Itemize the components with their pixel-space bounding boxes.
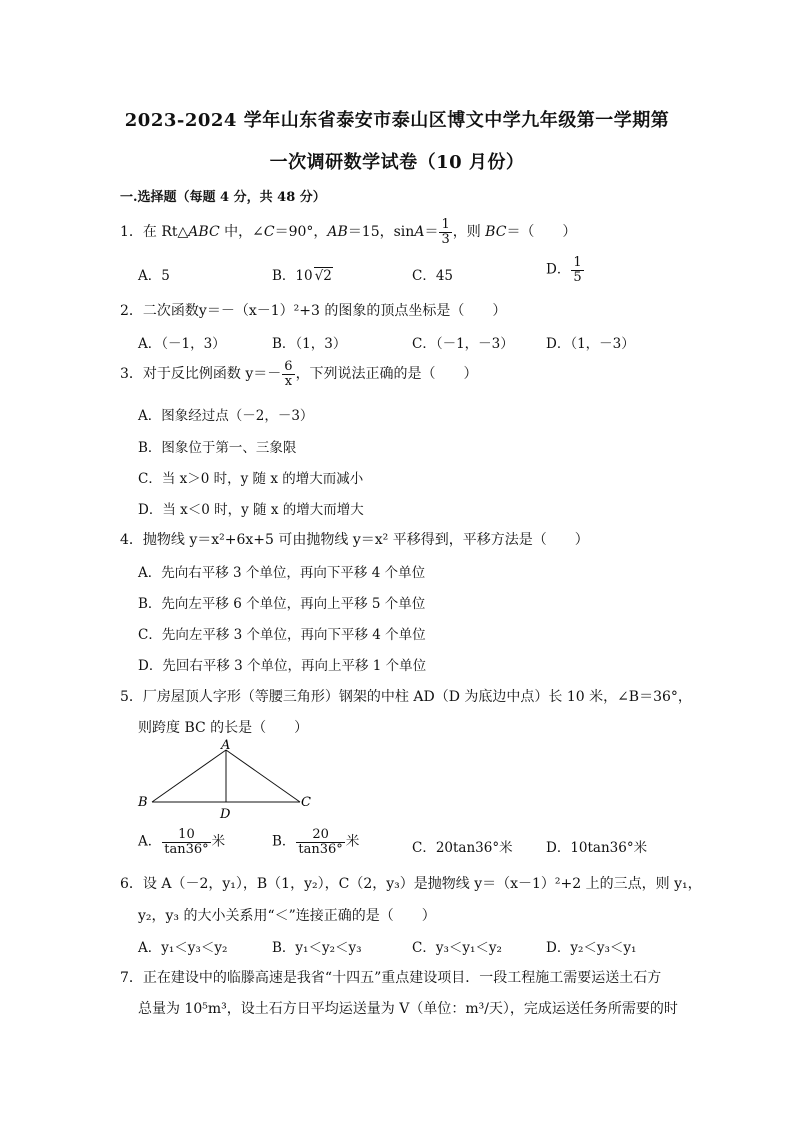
question-4-stem: 4．抛物线 y＝x²+6x+5 可由抛物线 y＝x² 平移得到，平移方法是（ ） <box>120 532 589 548</box>
question-2-stem: 2．二次函数y＝－（x－1）²+3 的图象的顶点坐标是（ ） <box>120 303 507 319</box>
section-heading: 一.选择题（每题 4 分，共 48 分） <box>120 190 326 205</box>
vertex-label-d: D <box>220 807 231 822</box>
q6-option-a: A．y₁＜y₃＜y₂ <box>138 940 228 956</box>
exam-title-line-2: 一次调研数学试卷（10 月份） <box>269 152 525 173</box>
question-7-stem-line-1: 7．正在建设中的临滕高速是我省“十四五”重点建设项目．一段工程施工需要运送土石方 <box>120 970 662 986</box>
q5-option-b: B． $\frac{20}{\tan 36^\circ}$ 米 <box>272 827 360 857</box>
q1-option-a: A．5 <box>138 268 170 284</box>
question-1-stem: 1．在 Rt△ABC 中，∠C＝90°，AB＝15，sinA＝ $\frac{1}{3}$ ，则 BC＝（ ） <box>120 217 577 247</box>
fraction-6-over-x: $\frac{6}{x}$ <box>284 359 293 389</box>
triangle-figure <box>130 738 330 822</box>
q2-option-a: A．（－1，3） <box>138 336 226 352</box>
fraction-one-third: $\frac{1}{3}$ <box>441 217 450 247</box>
q6-option-d: D．y₂＜y₃＜y₁ <box>546 940 637 956</box>
q4-option-d: D．先回右平移 3 个单位，再向上平移 1 个单位 <box>138 658 427 674</box>
question-6-stem-line-1: 6．设 A（－2，y₁），B（1，y₂），C（2，y₃）是抛物线 y＝（x－1）²+2 上的三点，则 y₁， <box>120 876 702 892</box>
q3-option-d: D．当 x＜0 时，y 随 x 的增大而增大 <box>138 502 364 518</box>
question-7-stem-line-2: 总量为 10⁵m³，设土石方日平均运送量为 V（单位：m³/天），完成运送任务所需要的时 <box>138 1001 678 1017</box>
q6-option-b: B．y₁＜y₂＜y₃ <box>272 940 362 956</box>
question-6-stem-line-2: y₂，y₃ 的大小关系用“＜”连接正确的是（ ） <box>138 908 436 924</box>
q1-option-c: C．45 <box>412 268 454 284</box>
q4-option-b: B．先向左平移 6 个单位，再向上平移 5 个单位 <box>138 596 426 612</box>
q4-option-c: C．先向左平移 3 个单位，再向下平移 4 个单位 <box>138 627 426 643</box>
q2-option-c: C．（－1，－3） <box>412 336 514 352</box>
vertex-label-c: C <box>301 795 311 810</box>
side-ab <box>152 750 226 802</box>
q6-option-c: C．y₃＜y₁＜y₂ <box>412 940 502 956</box>
sqrt-radical: √2 <box>314 268 332 284</box>
q5-option-a: A． $\frac{10}{\tan 36^\circ}$ 米 <box>138 827 226 857</box>
q4-option-a: A．先向右平移 3 个单位，再向下平移 4 个单位 <box>138 565 426 581</box>
question-3-stem: 3．对于反比例函数 y＝－ $\frac{6}{x}$ ，下列说法正确的是（ ） <box>120 359 478 389</box>
q1-option-d: D． $\frac{1}{5}$ <box>546 255 582 285</box>
q5-option-c: C．20tan36°米 <box>412 840 513 856</box>
question-5-stem-line-2: 则跨度 BC 的长是（ ） <box>138 720 309 736</box>
question-5-stem-line-1: 5．厂房屋顶人字形（等腰三角形）钢架的中柱 AD（D 为底边中点）长 10 米，∠B＝36°， <box>120 689 692 705</box>
q3-option-a: A．图象经过点（－2，－3） <box>138 408 314 424</box>
q1-option-b: B．10 √2 <box>272 268 332 284</box>
q3-option-c: C．当 x＞0 时，y 随 x 的增大而减小 <box>138 471 364 487</box>
q3-option-b: B．图象位于第一、三象限 <box>138 440 297 456</box>
vertex-label-a: A <box>221 738 231 753</box>
vertex-label-b: B <box>138 795 148 810</box>
exam-title-line-1: 2023-2024 学年山东省泰安市泰山区博文中学九年级第一学期第 <box>124 110 670 131</box>
q2-option-d: D．（1，－3） <box>546 336 635 352</box>
q2-option-b: B．（1，3） <box>272 336 347 352</box>
side-ac <box>226 750 300 802</box>
q5-option-d: D．10tan36°米 <box>546 840 648 856</box>
